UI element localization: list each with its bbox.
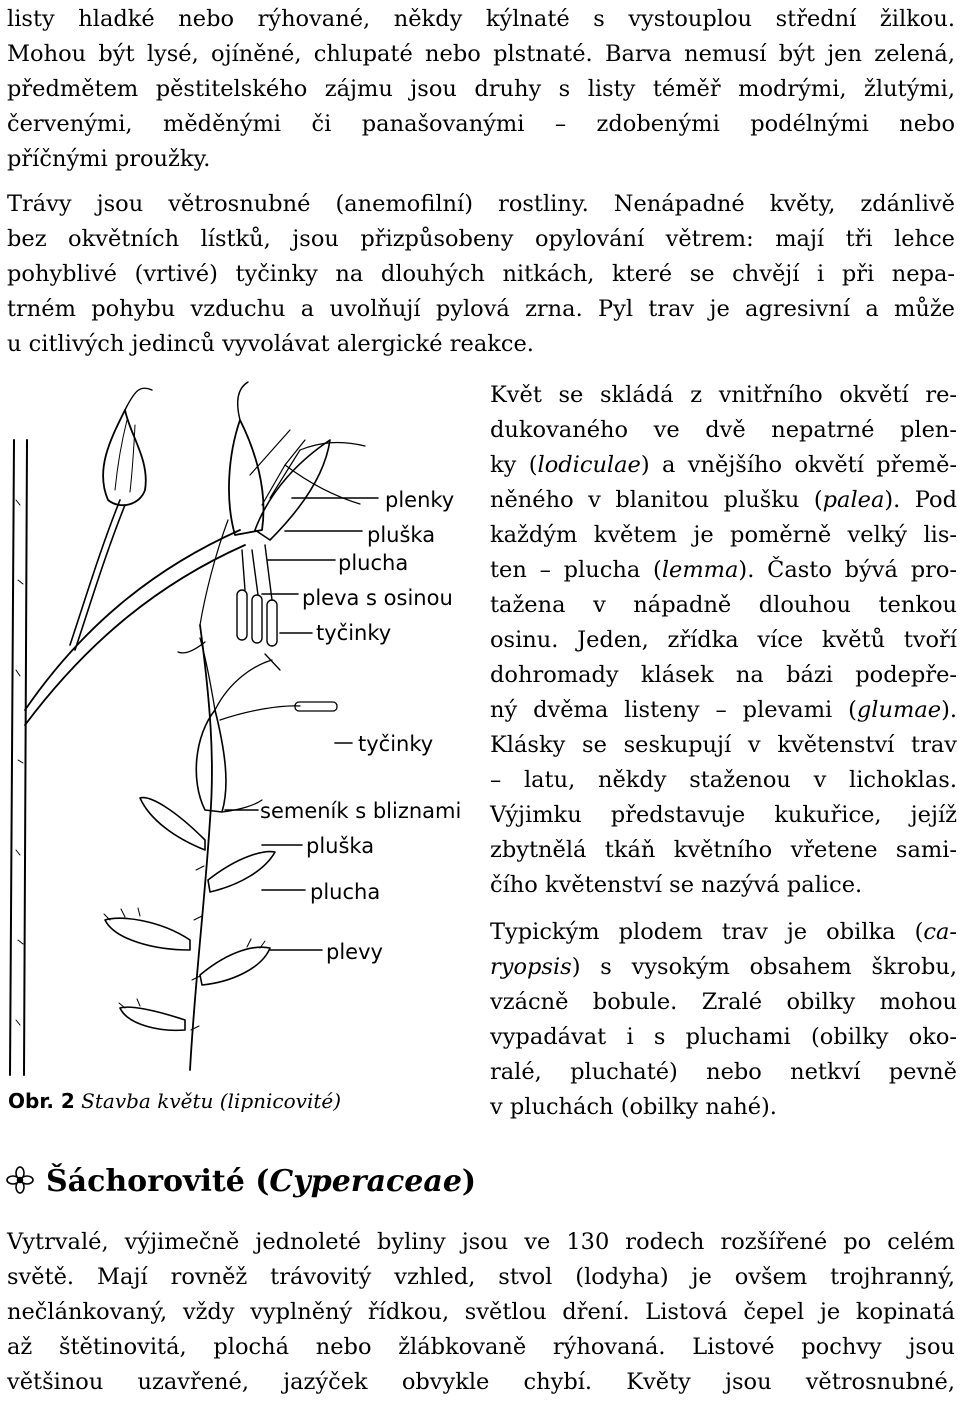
text-line: – latu, někdy staženou v lichoklas. <box>490 767 957 793</box>
label-plenky: plenky <box>385 488 455 512</box>
text-line: Výjimku představuje kukuřice, jejíž <box>490 802 957 828</box>
text-line: každým květem je poměrně velký lis- <box>490 522 957 548</box>
text-line: ralé, pluchaté) nebo netkví pevně <box>490 1059 957 1085</box>
text-line: bez okvětních lístků, jsou přizpůsobeny opylování větrem: mají tři lehce <box>7 226 955 252</box>
text-line: v pluchách (obilky nahé). <box>490 1094 777 1120</box>
text-line: Květ se skládá z vnitřního okvětí re- <box>490 382 957 408</box>
label-plucha-upper: plucha <box>338 551 409 575</box>
label-tycinky-upper: tyčinky <box>316 621 392 645</box>
text-line: u citlivých jedinců vyvolávat alergické reakce. <box>7 331 534 357</box>
text-line: příčnými proužky. <box>7 146 211 172</box>
figure-caption <box>8 1087 341 1115</box>
text-line: Klásky se seskupují v květenství trav <box>490 732 957 758</box>
flower-description-paragraph <box>490 378 957 903</box>
text-line: vypadávat i s pluchami (obilky oko- <box>490 1024 957 1050</box>
text-line: Typickým plodem trav je obilka (ca- <box>490 919 957 945</box>
text-line: většinou uzavřené, jazýček obvykle chybí. Květy jsou větrosnubné, <box>7 1369 955 1395</box>
label-semenik-s-bliznami: semeník s bliznami <box>260 799 462 823</box>
flower-icon <box>6 1166 34 1194</box>
anemophily-paragraph <box>7 187 955 362</box>
text-line: Vytrvalé, výjimečně jednoleté byliny jsou ve 130 rodech rozšířené po celém <box>7 1229 955 1255</box>
text-line: světě. Mají rovněž trávovitý vzhled, stvol (lodyha) je ovšem trojhranný, <box>7 1264 955 1290</box>
label-plucha-lower: plucha <box>310 880 381 904</box>
label-plevy: plevy <box>326 940 383 964</box>
text-line: dukovaného ve dvě nepatrné plen- <box>490 417 957 443</box>
text-line: ten – plucha (lemma). Často bývá pro- <box>490 557 957 583</box>
caption-number: Obr. 2 <box>8 1089 75 1113</box>
text-line: až štětinovitá, plochá nebo žlábkovaně rýhovaná. Listové pochvy jsou <box>7 1334 955 1360</box>
intro-paragraph <box>7 2 955 177</box>
text-line: pohyblivé (vrtivé) tyčinky na dlouhých nitkách, které se chvějí i při nepa- <box>7 261 955 287</box>
label-tycinky-lower: tyčinky <box>358 732 434 756</box>
label-pluska-lower: pluška <box>306 834 375 858</box>
cyperaceae-paragraph <box>7 1225 955 1400</box>
text-line: osinu. Jeden, zřídka více květů tvoří <box>490 627 957 653</box>
text-line: Mohou být lysé, ojíněné, chlupaté nebo plstnaté. Barva nemusí být jen zelená, <box>7 41 955 67</box>
text-line: trném pohybu vzduchu a uvolňují pylová zrna. Pyl trav je agresivní a může <box>7 296 955 322</box>
heading-text: Šáchorovité (Cyperaceae) <box>46 1164 477 1199</box>
text-line: Trávy jsou větrosnubné (anemofilní) rostliny. Nenápadné květy, zdánlivě <box>7 191 955 217</box>
label-pleva-s-osinou: pleva s osinou <box>302 586 453 610</box>
caption-text: Stavba květu (lipnicovité) <box>81 1089 342 1113</box>
text-line: něného v blanitou plušku (palea). Pod <box>490 487 957 513</box>
label-pluska-upper: pluška <box>367 523 436 547</box>
text-line: čího květenství se nazývá palice. <box>490 872 863 898</box>
text-line: ryopsis) s vysokým obsahem škrobu, <box>490 954 957 980</box>
text-line: listy hladké nebo rýhované, někdy kýlnaté s vystouplou střední žilkou. <box>7 6 955 32</box>
text-line: předmětem pěstitelského zájmu jsou druhy s listy téměř modrými, žlutými, <box>7 76 955 102</box>
text-line: ný dvěma listeny – plevami (glumae). <box>490 697 957 723</box>
text-line: ky (lodiculae) a vnějšího okvětí přemě- <box>490 452 957 478</box>
text-line: dohromady klásek na bázi podepře- <box>490 662 957 688</box>
text-line: nečlánkovaný, vždy vyplněný řídkou, světlou dření. Listová čepel je kopinatá <box>7 1299 955 1325</box>
fruit-description-paragraph <box>490 915 957 1125</box>
text-line: vzácně bobule. Zralé obilky mohou <box>490 989 957 1015</box>
section-heading <box>6 1160 476 1204</box>
text-line: červenými, měděnými či panašovanými – zdobenými podélnými nebo <box>7 111 955 137</box>
text-line: tažena v nápadně dlouhou tenkou <box>490 592 957 618</box>
flower-structure-figure <box>0 380 485 1120</box>
text-line: zbytnělá tkáň květního vřetene sami- <box>490 837 957 863</box>
